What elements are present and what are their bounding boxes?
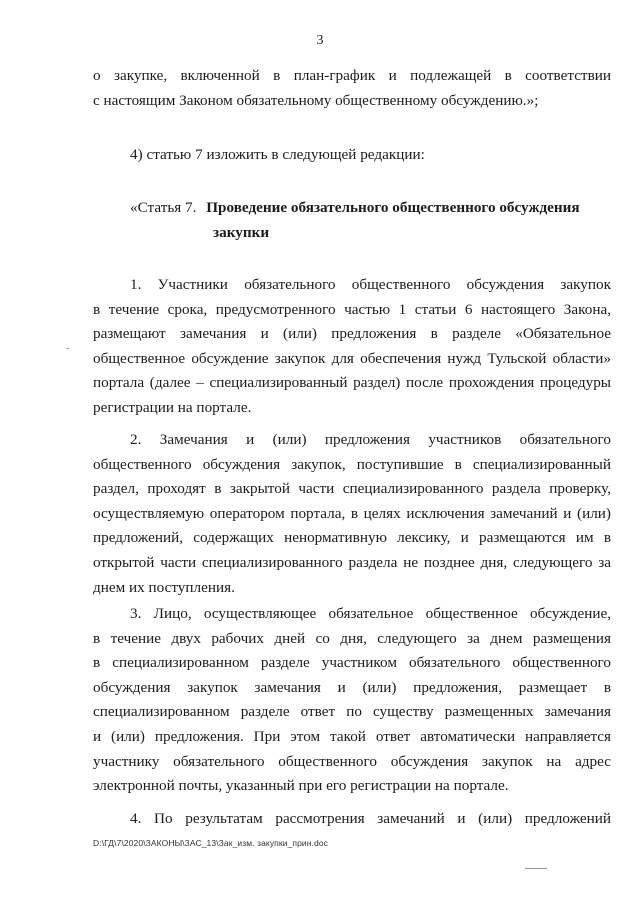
paragraph-line: 2. Замечания и (или) предложения участников обязательного bbox=[130, 431, 611, 448]
paragraph-line: общественное обсуждение закупок для обеспечения нужд Тульской области» bbox=[93, 349, 611, 367]
article-title: Проведение обязательного общественного обсуждения bbox=[206, 199, 580, 216]
paragraph-line: портала (далее – специализированный раздел) после прохождения процедуры bbox=[93, 374, 611, 392]
footer-file-path: D:\ГД\7\2020\ЗАКОНЫ\ЗАС_13\Зак_изм. закупки_прин.doc bbox=[93, 838, 329, 848]
paragraph-line: открытой части специализированного раздела не позднее дня, следующего за bbox=[93, 553, 611, 571]
paragraph-line: днем их поступления. bbox=[93, 578, 235, 596]
paragraph-1 bbox=[93, 273, 611, 421]
article-prefix: «Статья 7. bbox=[130, 199, 197, 216]
paragraph-line: электронной почты, указанный при его регистрации на портале. bbox=[93, 777, 509, 795]
paragraph-line: в специализированном разделе участником обязательного общественного bbox=[93, 654, 611, 672]
paragraph-2 bbox=[93, 428, 611, 600]
continuation-block bbox=[93, 64, 611, 113]
paragraph-line: регистрации на портале. bbox=[93, 398, 252, 416]
paragraph-4 bbox=[93, 807, 611, 832]
continuation-line: с настоящим Законом обязательному общественному обсуждению.»; bbox=[93, 91, 539, 109]
paragraph-line: и (или) предложения. При этом такой ответ автоматически направляется bbox=[93, 727, 611, 745]
page-number: 3 bbox=[316, 33, 324, 48]
amendment-intro: 4) статью 7 изложить в следующей редакции: bbox=[130, 146, 425, 163]
paragraph-line: 4. По результатам рассмотрения замечаний и (или) предложений bbox=[130, 810, 611, 827]
article-heading bbox=[93, 196, 611, 245]
paragraph-line: специализированном разделе ответ по существу размещенных замечания bbox=[93, 703, 611, 721]
paragraph-line: 3. Лицо, осуществляющее обязательное общественное обсуждение, bbox=[130, 605, 611, 622]
article-title-cont: закупки bbox=[213, 223, 270, 241]
continuation-line: о закупке, включенной в план-график и подлежащей в соответствии bbox=[93, 67, 611, 84]
paragraph-line: в течение двух рабочих дней со дня, следующего за днем размещения bbox=[93, 629, 611, 647]
scan-speck bbox=[66, 348, 69, 349]
paragraph-line: предложений, содержащих ненормативную лексику, и размещаются им в bbox=[93, 529, 611, 547]
paragraph-line: 1. Участники обязательного общественного обсуждения закупок bbox=[130, 276, 611, 293]
paragraph-line: участнику обязательного общественного обсуждения закупок на адрес bbox=[93, 752, 611, 770]
paragraph-line: общественного обсуждения закупок, поступившие в специализированный bbox=[93, 455, 611, 473]
paragraph-line: раздел, проходят в закрытой части специализированного раздела проверку, bbox=[93, 480, 611, 498]
amendment-item-4 bbox=[93, 143, 611, 168]
paragraph-line: в течение срока, предусмотренного частью 1 статьи 6 настоящего Закона, bbox=[93, 300, 611, 318]
paragraph-line: размещают замечания и (или) предложения в разделе «Обязательное bbox=[93, 325, 611, 343]
paragraph-line: обсуждения закупок замечания и (или) предложения, размещает в bbox=[93, 678, 611, 696]
paragraph-3 bbox=[93, 602, 611, 799]
scan-speck bbox=[525, 868, 547, 869]
paragraph-line: осуществляемую оператором портала, в целях исключения замечаний и (или) bbox=[93, 504, 611, 522]
